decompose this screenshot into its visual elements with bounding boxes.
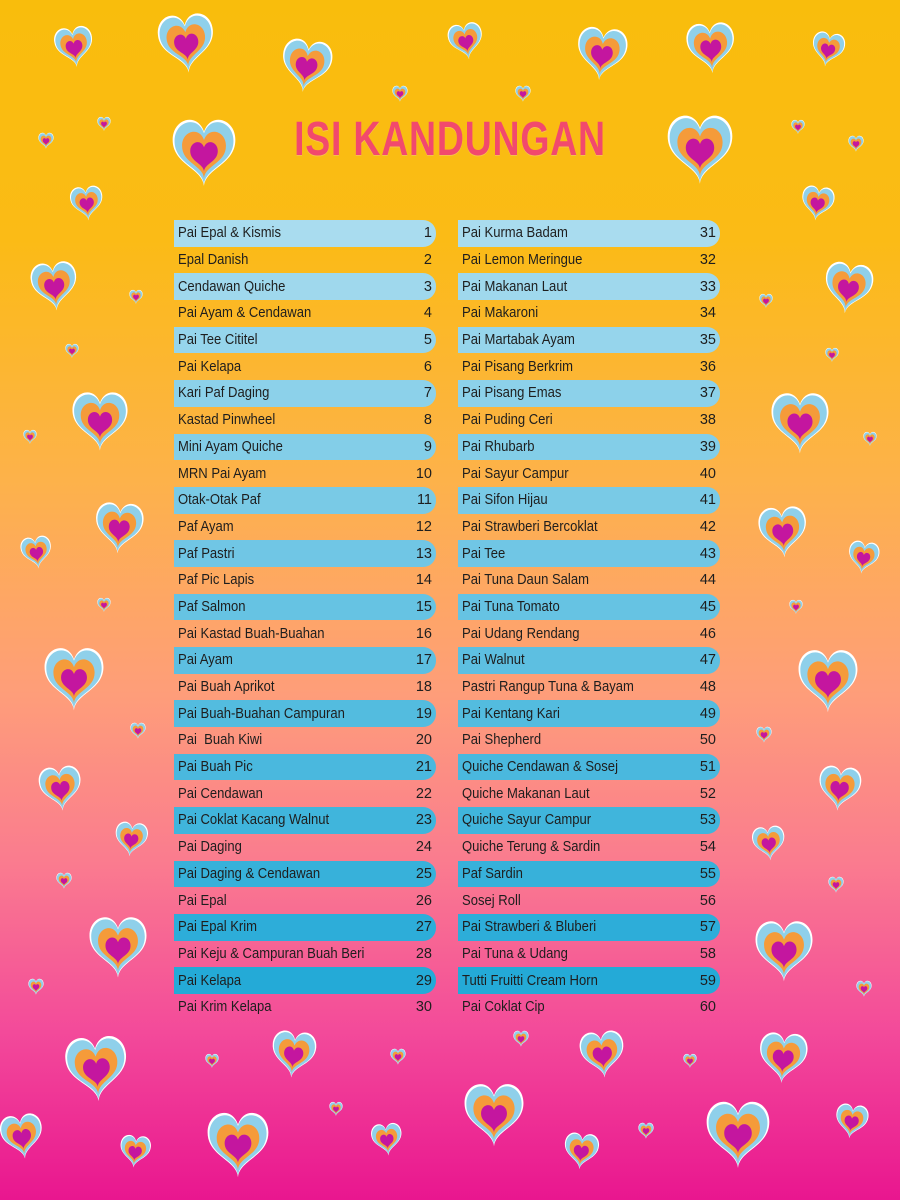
toc-entry-page-number: 15 (415, 598, 432, 615)
toc-entry-page-number: 48 (699, 679, 716, 696)
toc-entry[interactable] (458, 514, 720, 541)
toc-entry-page-number: 8 (423, 412, 432, 429)
heart-icon (53, 25, 96, 70)
toc-entry-title: Pai Ayam (178, 652, 233, 669)
toc-entry-page-number: 13 (415, 545, 432, 562)
heart-icon (37, 765, 83, 813)
toc-entry-title: Pai Strawberi & Bluberi (462, 919, 597, 936)
heart-icon (799, 650, 858, 712)
toc-entry[interactable] (458, 674, 720, 701)
toc-entry[interactable] (174, 353, 436, 380)
heart-icon (799, 184, 836, 222)
toc-entry[interactable] (174, 994, 436, 1021)
toc-entry[interactable] (174, 594, 436, 621)
toc-entry-title: Pastri Rangup Tuna & Bayam (462, 679, 634, 696)
toc-entry[interactable] (174, 780, 436, 807)
toc-entry[interactable] (458, 300, 720, 327)
toc-entry-page-number: 54 (699, 839, 716, 856)
toc-entry[interactable] (458, 540, 720, 567)
toc-entry[interactable] (174, 861, 436, 888)
toc-entry[interactable] (458, 247, 720, 274)
heart-icon (751, 825, 787, 862)
toc-entry-page-number: 26 (415, 892, 432, 909)
heart-icon (29, 260, 79, 313)
toc-entry-title: Paf Pastri (178, 545, 235, 562)
toc-entry-page-number: 16 (415, 625, 432, 642)
heart-icon (118, 1134, 152, 1169)
toc-entry-title: Paf Sardin (462, 865, 523, 882)
toc-entry-page-number: 6 (423, 358, 432, 375)
toc-entry[interactable] (174, 727, 436, 754)
heart-icon (56, 873, 71, 889)
heart-icon (513, 1031, 528, 1047)
toc-entry[interactable] (458, 273, 720, 300)
toc-entry-page-number: 21 (415, 759, 432, 776)
toc-entry-title: Sosej Roll (462, 892, 521, 909)
toc-entry[interactable] (458, 460, 720, 487)
heart-icon (156, 12, 216, 75)
heart-icon (772, 393, 829, 453)
toc-entry-page-number: 24 (415, 839, 432, 856)
toc-entry-title: Pai Buah-Buahan Campuran (178, 705, 345, 722)
toc-entry-title: Pai Tuna Tomato (462, 598, 560, 615)
toc-entry-title: Pai Tee (462, 545, 506, 562)
toc-entry[interactable] (174, 941, 436, 968)
toc-entry-title: Pai Epal & Kismis (178, 225, 281, 242)
heart-icon (809, 30, 847, 69)
toc-entry-title: Mini Ayam Quiche (178, 438, 283, 455)
toc-entry-page-number: 2 (423, 252, 432, 269)
toc-entry[interactable] (458, 567, 720, 594)
toc-entry[interactable] (174, 914, 436, 941)
toc-entry-title: Quiche Makanan Laut (462, 785, 590, 802)
toc-entry[interactable] (174, 674, 436, 701)
toc-entry[interactable] (174, 807, 436, 834)
heart-icon (821, 260, 875, 316)
toc-entry-title: Pai Tee Cititel (178, 332, 258, 349)
toc-entry-title: Pai Daging & Cendawan (178, 865, 321, 882)
toc-entry[interactable] (174, 540, 436, 567)
toc-entry-title: Cendawan Quiche (178, 278, 286, 295)
toc-entry-page-number: 52 (699, 785, 716, 802)
toc-entry-page-number: 34 (699, 305, 716, 322)
heart-icon (130, 723, 145, 739)
toc-entry-page-number: 46 (699, 625, 716, 642)
toc-entry[interactable] (174, 700, 436, 727)
toc-entry[interactable] (458, 754, 720, 781)
heart-icon (816, 765, 862, 813)
heart-icon (38, 133, 53, 149)
heart-icon (113, 821, 149, 858)
toc-entry-page-number: 50 (699, 732, 716, 749)
heart-icon (833, 1102, 870, 1140)
toc-entry-title: Paf Pic Lapis (178, 572, 255, 589)
toc-entry-title: Pai Puding Ceri (462, 412, 553, 429)
toc-entry-page-number: 23 (415, 812, 432, 829)
toc-entry-page-number: 22 (415, 785, 432, 802)
toc-entry-title: Pai Makanan Laut (462, 278, 568, 295)
toc-entry-page-number: 5 (423, 332, 432, 349)
toc-entry[interactable] (458, 434, 720, 461)
toc-entry-title: Pai Strawberi Bercoklat (462, 518, 598, 535)
toc-entry-page-number: 1 (423, 225, 432, 242)
toc-entry-page-number: 41 (699, 492, 716, 509)
toc-entry-page-number: 39 (699, 438, 716, 455)
toc-entry[interactable] (458, 407, 720, 434)
heart-icon (863, 432, 876, 446)
heart-icon (19, 535, 54, 571)
heart-icon (205, 1054, 218, 1068)
toc-entry-title: Pai Kelapa (178, 972, 242, 989)
heart-icon (756, 727, 771, 743)
toc-entry-title: Pai Epal Krim (178, 919, 258, 936)
toc-entry-page-number: 28 (415, 945, 432, 962)
heart-icon (562, 1132, 600, 1172)
toc-entry[interactable] (458, 807, 720, 834)
toc-entry[interactable] (174, 754, 436, 781)
heart-icon (759, 294, 772, 308)
heart-icon (685, 21, 736, 74)
toc-entry[interactable] (458, 380, 720, 407)
toc-entry-title: Pai Kastad Buah-Buahan (178, 625, 325, 642)
toc-entry-page-number: 20 (415, 732, 432, 749)
toc-entry[interactable] (174, 300, 436, 327)
heart-icon (757, 505, 808, 558)
heart-icon (28, 979, 43, 995)
toc-entry-title: Pai Kentang Kari (462, 705, 560, 722)
page-title: ISI KANDUNGAN (294, 113, 606, 166)
toc-entry-page-number: 60 (699, 999, 716, 1016)
toc-entry-title: Pai Epal (178, 892, 227, 909)
toc-entry[interactable] (458, 727, 720, 754)
toc-entry-page-number: 37 (699, 385, 716, 402)
heart-icon (97, 598, 110, 612)
toc-entry[interactable] (174, 834, 436, 861)
heart-icon (825, 348, 838, 362)
toc-entry-title: Pai Buah Pic (178, 759, 253, 776)
heart-icon (94, 501, 145, 554)
toc-entry-title: Pai Tuna & Udang (462, 945, 568, 962)
toc-entry-title: Pai Walnut (462, 652, 525, 669)
toc-column-left (174, 220, 436, 1021)
toc-entry[interactable] (174, 967, 436, 994)
toc-entry[interactable] (458, 647, 720, 674)
heart-icon (683, 1054, 696, 1068)
toc-entry-title: Quiche Cendawan & Sosej (462, 759, 618, 776)
toc-entry[interactable] (174, 514, 436, 541)
heart-icon (756, 921, 813, 981)
toc-entry-title: Pai Tuna Daun Salam (462, 572, 589, 589)
toc-entry-title: Pai Rhubarb (462, 438, 535, 455)
toc-entry-page-number: 9 (423, 438, 432, 455)
toc-entry-title: Pai Sifon Hijau (462, 492, 548, 509)
heart-icon (72, 392, 127, 450)
toc-entry-page-number: 42 (699, 518, 716, 535)
heart-icon (446, 21, 486, 63)
toc-entry-title: Paf Salmon (178, 598, 246, 615)
toc-entry-title: Kari Paf Daging (178, 385, 270, 402)
toc-entry-page-number: 7 (423, 385, 432, 402)
toc-entry-title: Pai Makaroni (462, 305, 539, 322)
toc-entry[interactable] (174, 380, 436, 407)
toc-entry-page-number: 29 (415, 972, 432, 989)
heart-icon (828, 877, 843, 893)
toc-entry-title: Pai Sayur Campur (462, 465, 569, 482)
heart-icon (574, 26, 629, 83)
heart-icon (392, 86, 407, 102)
toc-entry-page-number: 31 (699, 225, 716, 242)
toc-entry-title: Pai Keju & Campuran Buah Beri (178, 945, 365, 962)
toc-entry-title: Quiche Sayur Campur (462, 812, 592, 829)
toc-entry-page-number: 11 (416, 492, 432, 509)
toc-entry[interactable] (458, 780, 720, 807)
toc-entry[interactable] (458, 967, 720, 994)
toc-entry-page-number: 40 (699, 465, 716, 482)
heart-icon (129, 290, 142, 304)
toc-entry-title: Pai Buah Aprikot (178, 679, 275, 696)
heart-icon (638, 1123, 653, 1139)
toc-entry-page-number: 47 (699, 652, 716, 669)
toc-entry-page-number: 43 (699, 545, 716, 562)
toc-entry-page-number: 17 (415, 652, 432, 669)
toc-entry-title: Pai Martabak Ayam (462, 332, 575, 349)
heart-icon (789, 600, 802, 614)
toc-entry[interactable] (174, 247, 436, 274)
toc-entry-page-number: 57 (699, 919, 716, 936)
toc-entry-title: Pai Kurma Badam (462, 225, 568, 242)
toc-entry-title: Paf Ayam (178, 518, 234, 535)
toc-entry-page-number: 49 (699, 705, 716, 722)
heart-icon (278, 37, 334, 96)
heart-icon (578, 1029, 626, 1080)
toc-entry-page-number: 55 (699, 865, 716, 882)
toc-entry-page-number: 18 (415, 679, 432, 696)
heart-icon (69, 185, 105, 222)
toc-entry[interactable] (458, 487, 720, 514)
toc-entry[interactable] (458, 620, 720, 647)
toc-entry-title: Pai Pisang Emas (462, 385, 562, 402)
toc-entry-title: Pai Krim Kelapa (178, 999, 272, 1016)
toc-entry-page-number: 32 (699, 252, 716, 269)
toc-entry-page-number: 38 (699, 412, 716, 429)
toc-entry[interactable] (458, 700, 720, 727)
toc-entry-title: Pai Shepherd (462, 732, 542, 749)
toc-entry-page-number: 51 (699, 759, 716, 776)
toc-entry-page-number: 58 (699, 945, 716, 962)
heart-icon (23, 430, 36, 444)
toc-entry[interactable] (458, 594, 720, 621)
heart-icon (465, 1084, 524, 1146)
toc-entry-page-number: 59 (699, 972, 716, 989)
toc-entry-page-number: 3 (423, 278, 432, 295)
toc-entry-title: Pai Coklat Cip (462, 999, 545, 1016)
heart-icon (329, 1102, 342, 1116)
toc-entry-page-number: 45 (699, 598, 716, 615)
heart-icon (846, 540, 881, 576)
toc-entry[interactable] (174, 647, 436, 674)
toc-entry-title: Pai Coklat Kacang Walnut (178, 812, 330, 829)
toc-entry-title: Quiche Terung & Sardin (462, 839, 601, 856)
toc-entry-title: Tutti Fruitti Cream Horn (462, 972, 598, 989)
toc-entry-page-number: 30 (415, 999, 432, 1016)
toc-entry-title: Pai Lemon Meringue (462, 252, 583, 269)
toc-entry[interactable] (174, 220, 436, 247)
toc-entry[interactable] (174, 460, 436, 487)
toc-entry[interactable] (458, 327, 720, 354)
toc-entry-title: Pai Ayam & Cendawan (178, 305, 312, 322)
heart-icon (0, 1112, 46, 1162)
heart-icon (848, 136, 863, 152)
heart-icon (208, 1113, 269, 1177)
toc-entry-page-number: 25 (415, 865, 432, 882)
toc-entry-page-number: 10 (415, 465, 432, 482)
toc-column-right (458, 220, 720, 1021)
toc-entry-page-number: 53 (699, 812, 716, 829)
toc-entry[interactable] (174, 487, 436, 514)
toc-entry[interactable] (458, 220, 720, 247)
toc-entry[interactable] (458, 941, 720, 968)
toc-entry[interactable] (174, 620, 436, 647)
heart-icon (45, 648, 104, 710)
toc-entry-page-number: 35 (699, 332, 716, 349)
toc-entry-page-number: 19 (415, 705, 432, 722)
heart-icon (707, 1102, 770, 1168)
toc-entry-page-number: 44 (699, 572, 716, 589)
heart-icon (90, 917, 147, 977)
toc-entry[interactable] (174, 273, 436, 300)
heart-icon (856, 981, 871, 997)
toc-entry-page-number: 4 (423, 305, 432, 322)
toc-entry[interactable] (174, 407, 436, 434)
toc-entry[interactable] (174, 327, 436, 354)
toc-entry-page-number: 14 (415, 572, 432, 589)
heart-icon (390, 1049, 405, 1065)
toc-entry-page-number: 33 (699, 278, 716, 295)
toc-entry-title: Kastad Pinwheel (178, 412, 276, 429)
toc-entry[interactable] (174, 887, 436, 914)
heart-icon (269, 1029, 317, 1080)
toc-entry-page-number: 12 (415, 518, 432, 535)
toc-entry-page-number: 36 (699, 358, 716, 375)
toc-entry-title: Pai Pisang Berkrim (462, 358, 573, 375)
toc-entry[interactable] (458, 353, 720, 380)
toc-entry-title: MRN Pai Ayam (178, 465, 267, 482)
heart-icon (515, 86, 530, 102)
toc-entry-title: Pai Udang Rendang (462, 625, 580, 642)
toc-entry[interactable] (458, 914, 720, 941)
toc-entry-title: Pai Buah Kiwi (178, 732, 263, 749)
heart-icon (758, 1031, 809, 1084)
toc-entry[interactable] (458, 861, 720, 888)
heart-icon (64, 1035, 129, 1103)
toc-entry-title: Pai Kelapa (178, 358, 242, 375)
toc-entry-title: Pai Daging (178, 839, 242, 856)
toc-entry-title: Pai Cendawan (178, 785, 263, 802)
heart-icon (370, 1122, 404, 1157)
toc-entry[interactable] (174, 567, 436, 594)
heart-icon (65, 344, 78, 358)
toc-entry-page-number: 56 (699, 892, 716, 909)
toc-entry[interactable] (174, 434, 436, 461)
toc-entry-title: Epal Danish (178, 252, 249, 269)
toc-entry[interactable] (458, 994, 720, 1021)
toc-entry[interactable] (458, 834, 720, 861)
toc-entry-page-number: 27 (415, 919, 432, 936)
toc-entry[interactable] (458, 887, 720, 914)
toc-entry-title: Otak-Otak Paf (178, 492, 261, 509)
